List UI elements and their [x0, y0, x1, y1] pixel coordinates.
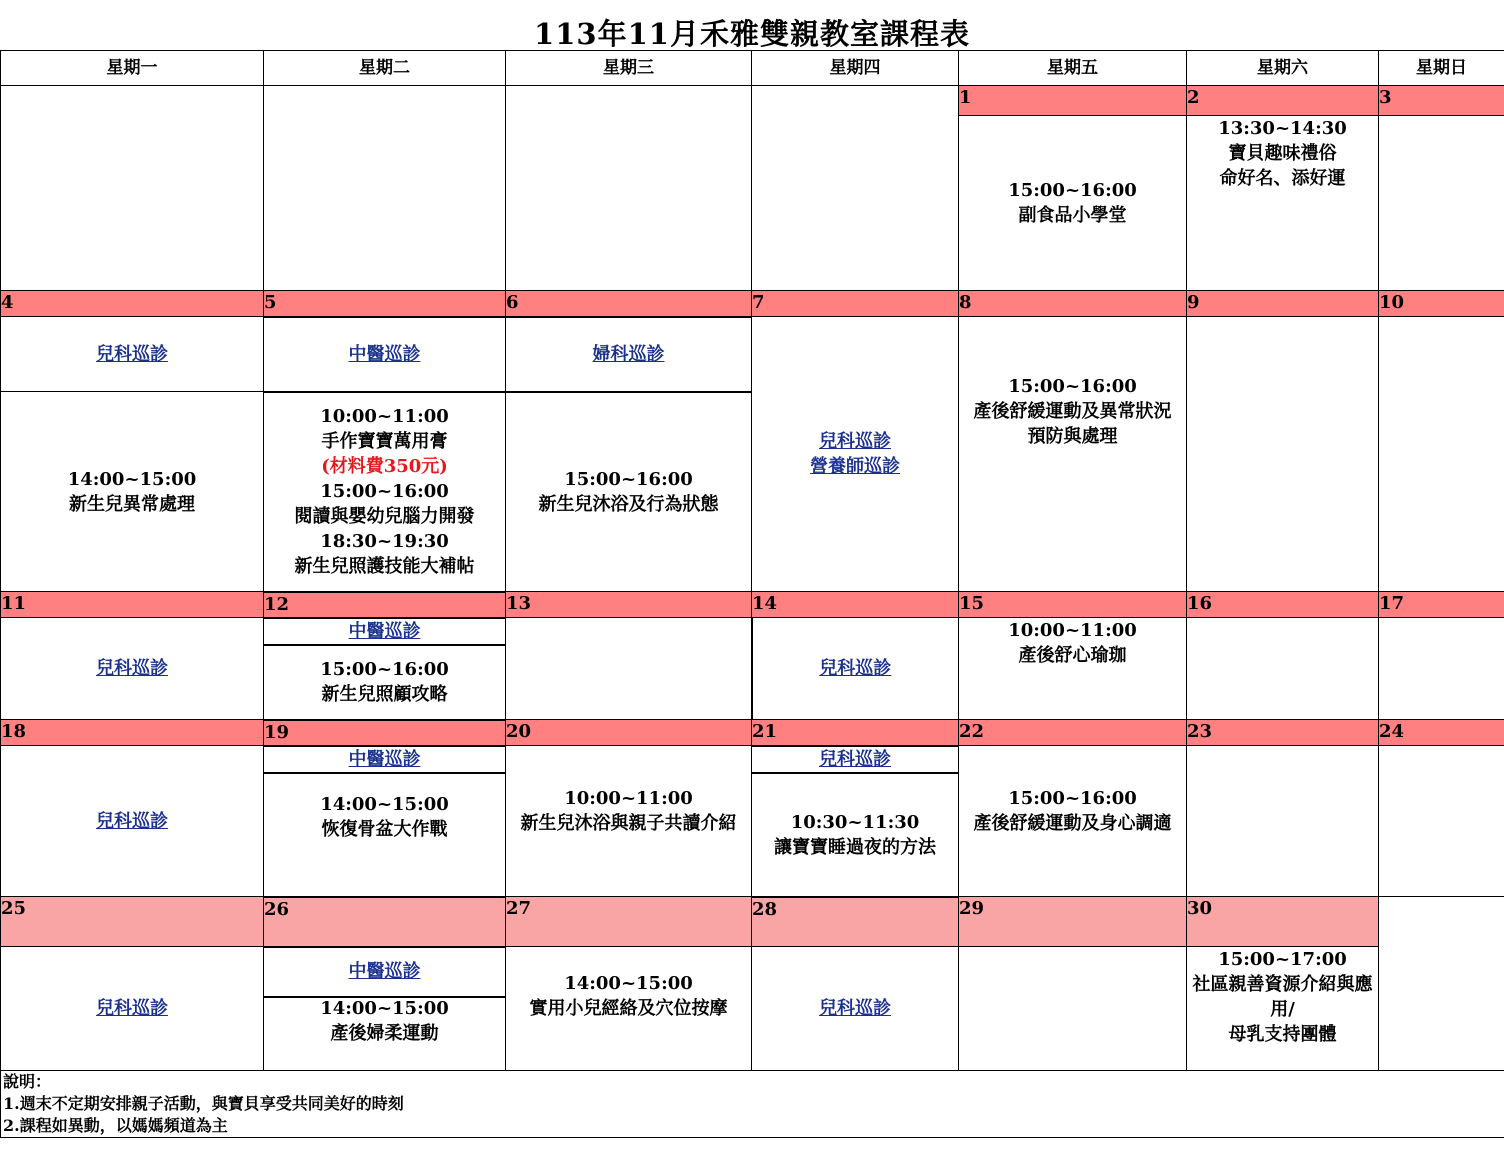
nov4-course-cell [1, 392, 264, 592]
course-time: 10:00~11:00 [1008, 620, 1137, 641]
notes-heading: 說明： [3, 1072, 52, 1091]
course-time: 14:00~15:00 [67, 468, 197, 490]
date-29: 29 [959, 897, 1187, 947]
course-title: 產後舒緩運動及身心調適 [973, 813, 1172, 834]
nov21-course-cell [752, 773, 959, 897]
date-3: 3 [1379, 86, 1504, 116]
weekday-thu: 星期四 [752, 51, 959, 86]
nov18-clinic-cell [1, 746, 264, 897]
notes-cell [1, 1071, 1504, 1138]
empty-cell [752, 86, 959, 291]
nov30-course-cell [1187, 947, 1379, 1071]
date-1: 1 [959, 86, 1187, 116]
date-6: 6 [506, 291, 752, 317]
tcm-clinic-link[interactable]: 中醫巡診 [348, 620, 421, 642]
nov25-clinic-cell [1, 947, 264, 1071]
nov27-course-cell [506, 947, 752, 1071]
empty-cell [506, 618, 752, 720]
date-20: 20 [506, 720, 752, 746]
material-fee: (材料費350元) [321, 456, 448, 477]
date-17: 17 [1379, 592, 1504, 618]
notes-line-1: 1.週末不定期安排親子活動，與寶貝享受共同美好的時刻 [3, 1094, 404, 1113]
nov26-course-cell [264, 997, 506, 1071]
nov12-course-cell [264, 645, 506, 720]
empty-cell [1379, 618, 1504, 720]
course-title: 新生兒沐浴及行為狀態 [538, 493, 719, 515]
course-time: 13:30~14:30 [1218, 118, 1347, 139]
pediatric-clinic-link[interactable]: 兒科巡診 [96, 998, 168, 1019]
course-title: 恢復骨盆大作戰 [321, 819, 448, 840]
nov6-clinic-cell [506, 317, 752, 392]
date-19: 19 [264, 720, 506, 746]
weekday-mon: 星期一 [1, 51, 264, 86]
course-time: 14:00~15:00 [320, 794, 449, 815]
tcm-clinic-link[interactable]: 中醫巡診 [348, 748, 421, 770]
nov28-clinic-cell [752, 947, 959, 1071]
date-5: 5 [264, 291, 506, 317]
date-22: 22 [959, 720, 1187, 746]
weekday-sun: 星期日 [1379, 51, 1504, 86]
course-time: 15:00~17:00 [1218, 949, 1347, 970]
empty-cell [1, 86, 264, 291]
course-title: 產後舒緩運動及異常狀況預防與處理 [973, 401, 1172, 447]
nov14-clinic-cell [752, 618, 959, 720]
pediatric-clinic-link[interactable]: 兒科巡診 [96, 343, 168, 365]
empty-cell [264, 86, 506, 291]
date-25: 25 [1, 897, 264, 947]
empty-cell [1187, 618, 1379, 720]
nutritionist-clinic-link[interactable]: 營養師巡診 [810, 456, 900, 477]
nov15-course-cell [959, 618, 1187, 720]
date-28: 28 [752, 897, 959, 947]
date-18: 18 [1, 720, 264, 746]
course-time: 14:00~15:00 [564, 973, 693, 994]
nov7-clinic-cell [752, 317, 959, 592]
nov22-course-cell [959, 746, 1187, 897]
week2-clinic-row [1, 317, 1504, 392]
nov19-course-cell [264, 773, 506, 897]
date-11: 11 [1, 592, 264, 618]
course-time: 15:00~16:00 [564, 468, 693, 490]
course-title: 新生兒照顧攻略 [321, 684, 448, 705]
notes-line-2: 2.課程如異動，以媽媽頻道為主 [3, 1116, 228, 1135]
date-13: 13 [506, 592, 752, 618]
course-time: 15:00~16:00 [1008, 180, 1137, 201]
date-12: 12 [264, 592, 506, 618]
nov12-clinic-cell [264, 618, 506, 645]
week4-date-row [1, 720, 1504, 746]
date-4: 4 [1, 291, 264, 317]
course-title: 讓寶寶睡過夜的方法 [774, 836, 936, 858]
week5-clinic-row [1, 947, 1504, 997]
course-time: 15:00~16:00 [320, 481, 449, 502]
nov6-course-cell [506, 392, 752, 592]
nov1-course-cell [959, 116, 1187, 291]
weekday-tue: 星期二 [264, 51, 506, 86]
week3-date-row [1, 592, 1504, 618]
nov4-clinic-cell [1, 317, 264, 392]
nov26-clinic-cell [264, 947, 506, 997]
empty-cell [959, 947, 1187, 1071]
tcm-clinic-link[interactable]: 中醫巡診 [348, 343, 421, 365]
weekday-sat: 星期六 [1187, 51, 1379, 86]
course-time: 10:30~11:30 [790, 811, 920, 833]
date-27: 27 [506, 897, 752, 947]
tcm-clinic-link[interactable]: 中醫巡診 [348, 961, 421, 982]
pediatric-clinic-link[interactable]: 兒科巡診 [819, 658, 892, 679]
nov8-course-cell [959, 317, 1187, 592]
date-14: 14 [752, 592, 959, 618]
pediatric-clinic-link[interactable]: 兒科巡診 [819, 998, 891, 1019]
empty-cell [1379, 317, 1504, 592]
week4-clinic-row [1, 746, 1504, 773]
date-2: 2 [1187, 86, 1379, 116]
empty-cell [1379, 116, 1504, 291]
page-title: 113年11月禾雅雙親教室課程表 [534, 17, 970, 51]
notes-row [1, 1071, 1504, 1138]
empty-cell [1379, 897, 1504, 1071]
week2-date-row [1, 291, 1504, 317]
course-title: 產後舒心瑜珈 [1018, 645, 1127, 666]
weekday-fri: 星期五 [959, 51, 1187, 86]
nov19-clinic-cell [264, 746, 506, 773]
nov20-course-cell [506, 746, 752, 897]
date-21: 21 [752, 720, 959, 746]
course-title: 新生兒異常處理 [69, 493, 195, 515]
empty-cell [1187, 317, 1379, 592]
empty-cell [1187, 746, 1379, 897]
nov5-course-cell [264, 392, 506, 592]
schedule-table [0, 50, 1504, 1138]
course-time: 10:00~11:00 [564, 788, 693, 809]
course-title: 產後婦柔運動 [330, 1023, 439, 1045]
nov2-course-cell [1187, 116, 1379, 291]
date-8: 8 [959, 291, 1187, 317]
course-title: 副食品小學堂 [1018, 205, 1127, 226]
empty-cell [506, 86, 752, 291]
course-time: 15:00~16:00 [1008, 376, 1137, 397]
nov5-clinic-cell [264, 317, 506, 392]
date-26: 26 [264, 897, 506, 947]
date-15: 15 [959, 592, 1187, 618]
date-24: 24 [1379, 720, 1504, 746]
course-title: 實用小兒經絡及穴位按摩 [529, 998, 728, 1019]
course-time: 18:30~19:30 [320, 531, 449, 552]
course-time: 10:00~11:00 [320, 406, 449, 427]
date-23: 23 [1187, 720, 1379, 746]
course-title: 手作寶寶萬用膏 [321, 431, 448, 452]
empty-cell [1379, 746, 1504, 897]
pediatric-clinic-link[interactable]: 兒科巡診 [819, 748, 891, 770]
course-title: 母乳支持團體 [1228, 1024, 1337, 1045]
week3-clinic-row [1, 618, 1504, 645]
weekday-header-row [1, 51, 1504, 86]
course-title: 新生兒照護技能大補帖 [294, 556, 475, 577]
week5-date-row [1, 897, 1504, 947]
week1-date-row [1, 86, 1504, 116]
date-9: 9 [1187, 291, 1379, 317]
pediatric-clinic-link[interactable]: 兒科巡診 [96, 810, 168, 832]
weekday-wed: 星期三 [506, 51, 752, 86]
course-title: 命好名、添好運 [1219, 168, 1346, 189]
pediatric-clinic-link[interactable]: 兒科巡診 [96, 658, 168, 679]
course-time: 14:00~15:00 [320, 998, 449, 1020]
date-16: 16 [1187, 592, 1379, 618]
pediatric-clinic-link[interactable]: 兒科巡診 [819, 431, 891, 452]
gynecology-clinic-link[interactable]: 婦科巡診 [592, 343, 665, 365]
date-7: 7 [752, 291, 959, 317]
course-title: 社區親善資源介紹與應用/ [1192, 974, 1373, 1020]
date-30: 30 [1187, 897, 1379, 947]
course-title: 新生兒沐浴與親子共讀介紹 [520, 813, 737, 834]
course-time: 15:00~16:00 [1008, 788, 1137, 809]
course-title: 寶貝趣味禮俗 [1228, 143, 1337, 164]
nov21-clinic-cell [752, 746, 959, 773]
course-time: 15:00~16:00 [320, 659, 449, 680]
course-title: 閱讀與嬰幼兒腦力開發 [294, 506, 475, 527]
date-10: 10 [1379, 291, 1504, 317]
nov11-clinic-cell [1, 618, 264, 720]
